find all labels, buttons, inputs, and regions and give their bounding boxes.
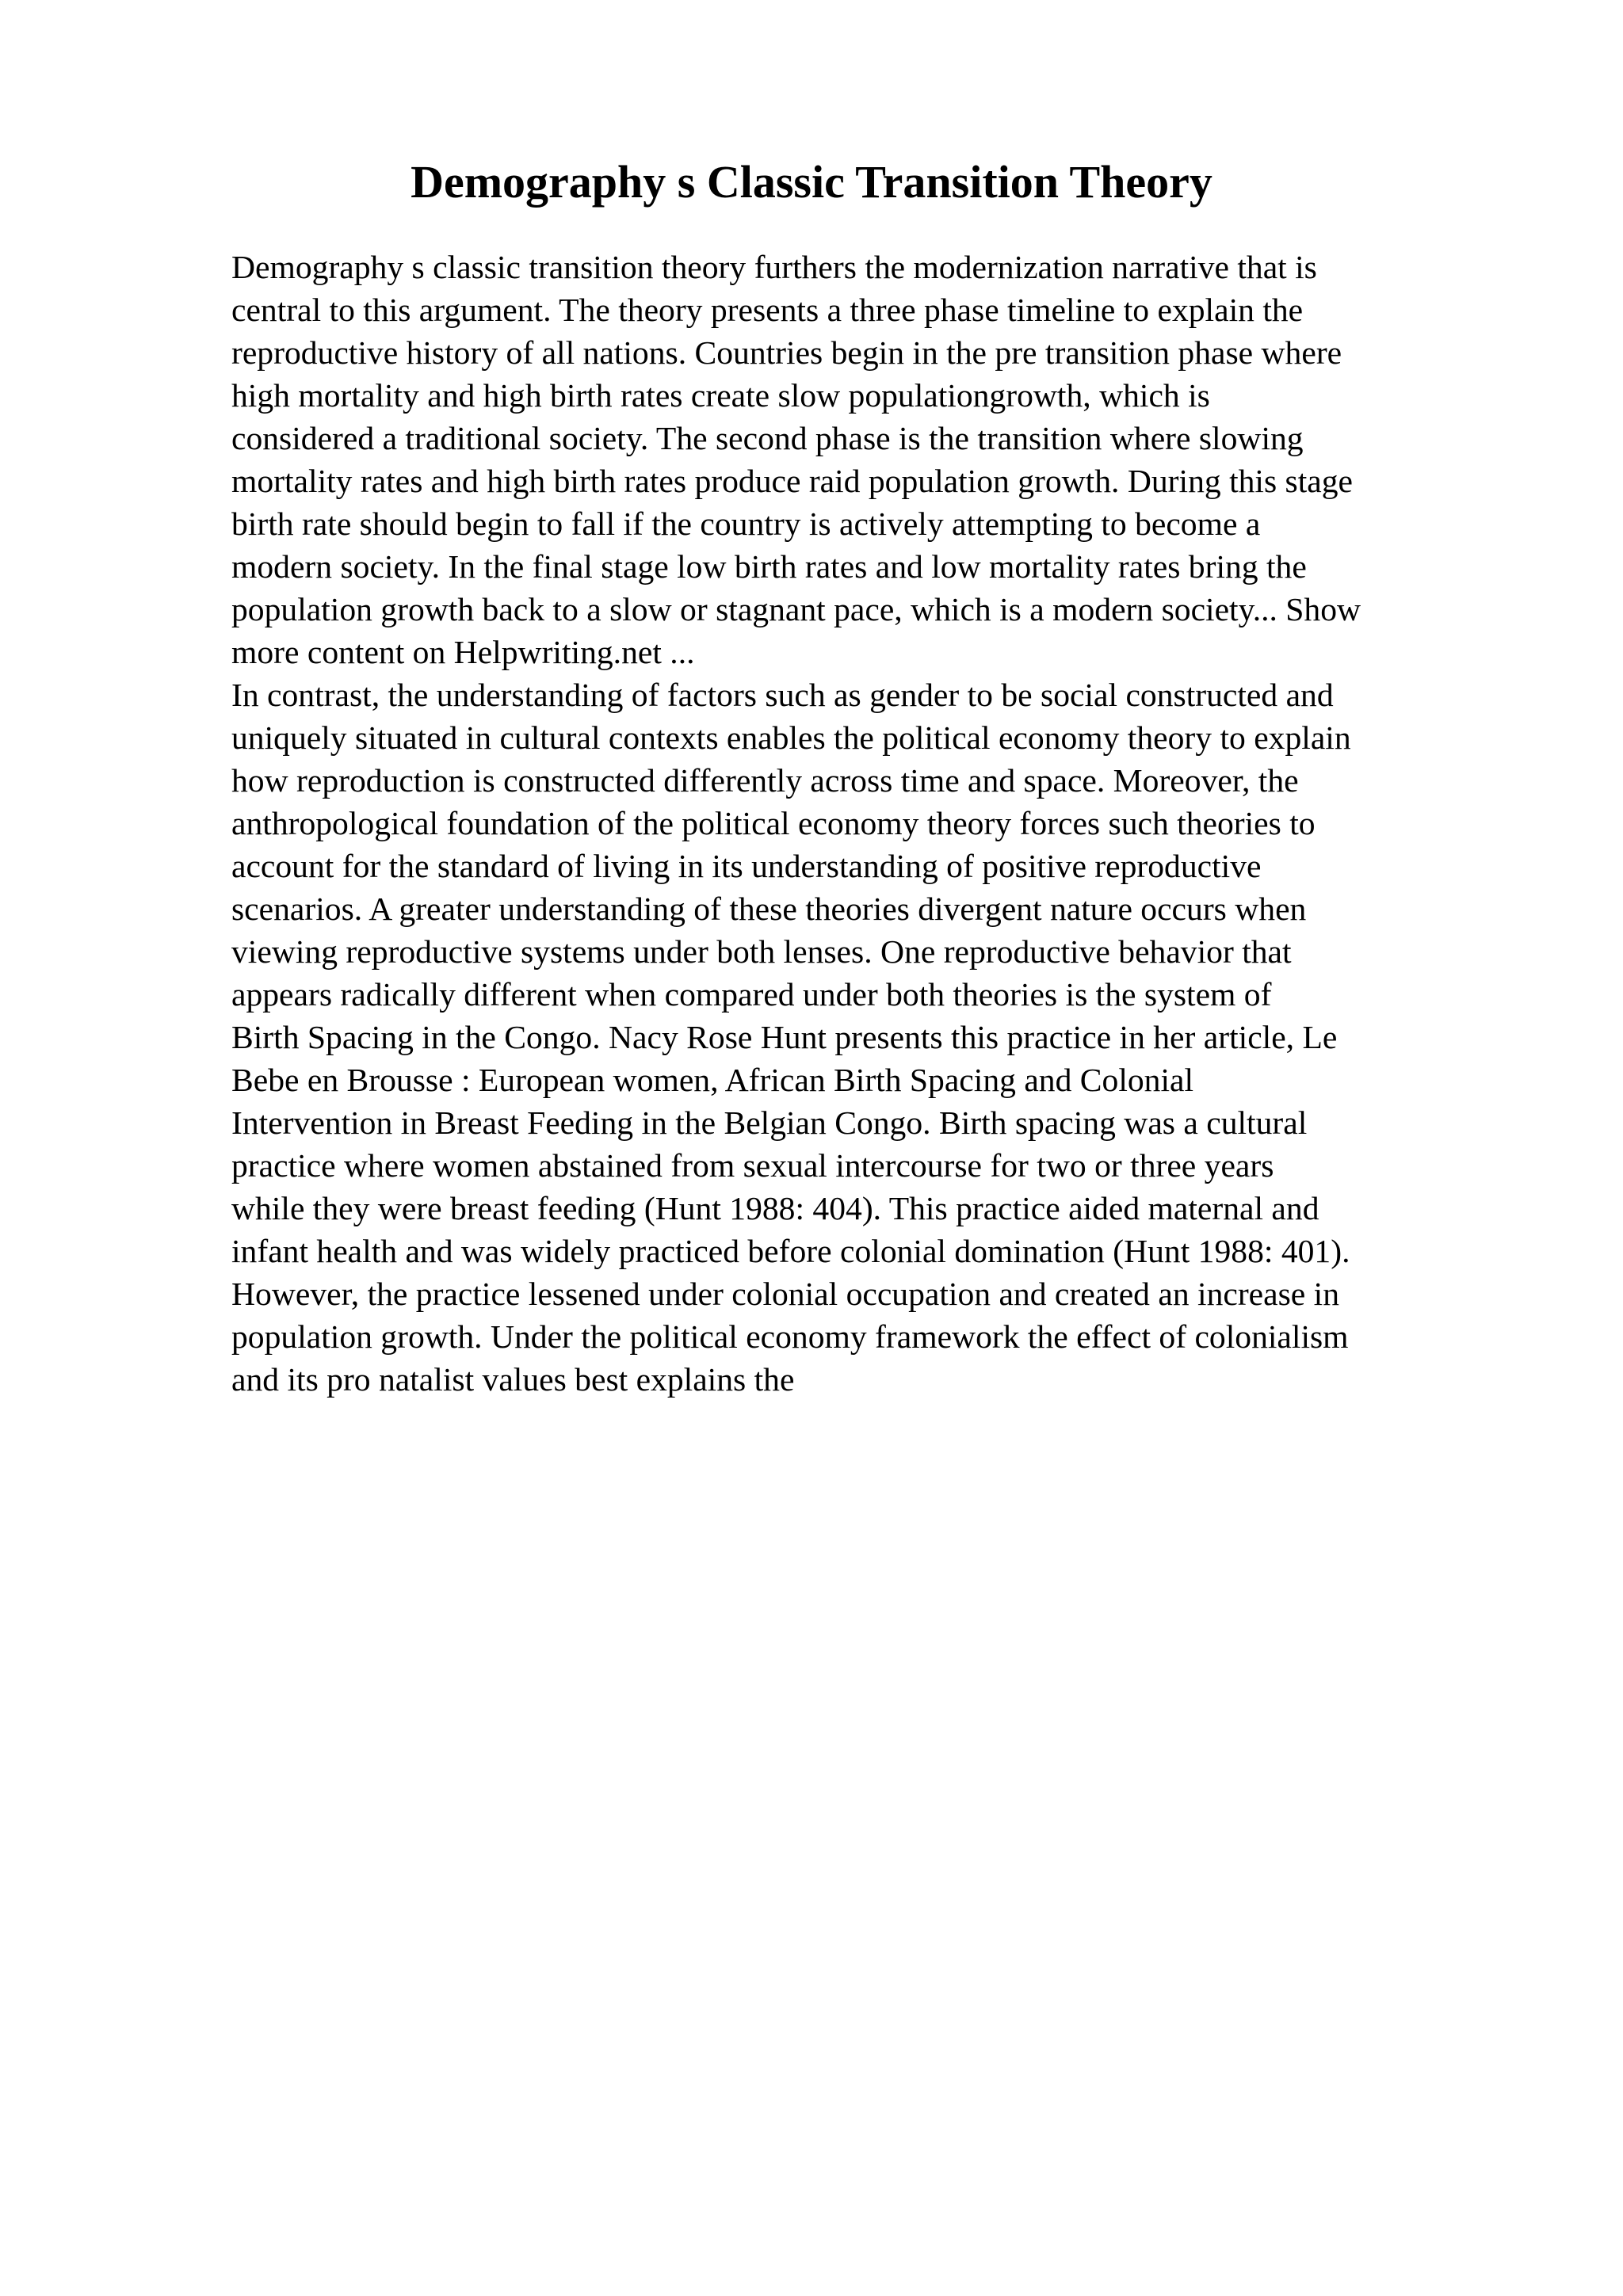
body-line: high mortality and high birth rates create slow populationgrowth, which is bbox=[231, 377, 1210, 414]
body-line: anthropological foundation of the political economy theory forces such theories to bbox=[231, 805, 1316, 841]
body-line: and its pro natalist values best explains the bbox=[231, 1361, 795, 1398]
body-line: Demography s classic transition theory furthers the modernization narrative that is bbox=[231, 249, 1317, 285]
body-line: modern society. In the final stage low birth rates and low mortality rates bring the bbox=[231, 548, 1307, 585]
document-title: Demography s Classic Transition Theory bbox=[411, 156, 1212, 208]
body-line: Bebe en Brousse : European women, African Birth Spacing and Colonial bbox=[231, 1062, 1194, 1098]
body-line: scenarios. A greater understanding of these theories divergent nature occurs when bbox=[231, 891, 1307, 927]
body-line: mortality rates and high birth rates produce raid population growth. During this stage bbox=[231, 463, 1354, 499]
body-line: considered a traditional society. The second phase is the transition where slowing bbox=[231, 420, 1304, 456]
body-line: population growth back to a slow or stagnant pace, which is a modern society... Show bbox=[231, 591, 1361, 627]
body-line: In contrast, the understanding of factors such as gender to be social constructed and bbox=[231, 677, 1334, 713]
body-line: more content on Helpwriting.net ... bbox=[231, 634, 695, 670]
body-line: population growth. Under the political economy framework the effect of colonialism bbox=[231, 1318, 1349, 1355]
body-line: practice where women abstained from sexual intercourse for two or three years bbox=[231, 1147, 1274, 1184]
body-line: how reproduction is constructed differently across time and space. Moreover, the bbox=[231, 762, 1299, 799]
body-line: uniquely situated in cultural contexts enables the political economy theory to explain bbox=[231, 719, 1351, 756]
body-line: birth rate should begin to fall if the country is actively attempting to become a bbox=[231, 505, 1261, 542]
body-line: central to this argument. The theory presents a three phase timeline to explain the bbox=[231, 292, 1304, 328]
body-line: However, the practice lessened under colonial occupation and created an increase in bbox=[231, 1276, 1340, 1312]
body-line: while they were breast feeding (Hunt 1988: 404). This practice aided maternal and bbox=[231, 1190, 1319, 1226]
body-line: Birth Spacing in the Congo. Nacy Rose Hunt presents this practice in her article, Le bbox=[231, 1019, 1338, 1055]
body-line: Intervention in Breast Feeding in the Belgian Congo. Birth spacing was a cultural bbox=[231, 1104, 1308, 1141]
body-line: appears radically different when compared under both theories is the system of bbox=[231, 976, 1272, 1013]
body-line: infant health and was widely practiced before colonial domination (Hunt 1988: 401). bbox=[231, 1233, 1350, 1269]
body-line: account for the standard of living in its understanding of positive reproductive bbox=[231, 848, 1262, 884]
document-body bbox=[231, 246, 1515, 1401]
body-line: viewing reproductive systems under both lenses. One reproductive behavior that bbox=[231, 933, 1292, 970]
body-line: reproductive history of all nations. Countries begin in the pre transition phase where bbox=[231, 334, 1342, 371]
